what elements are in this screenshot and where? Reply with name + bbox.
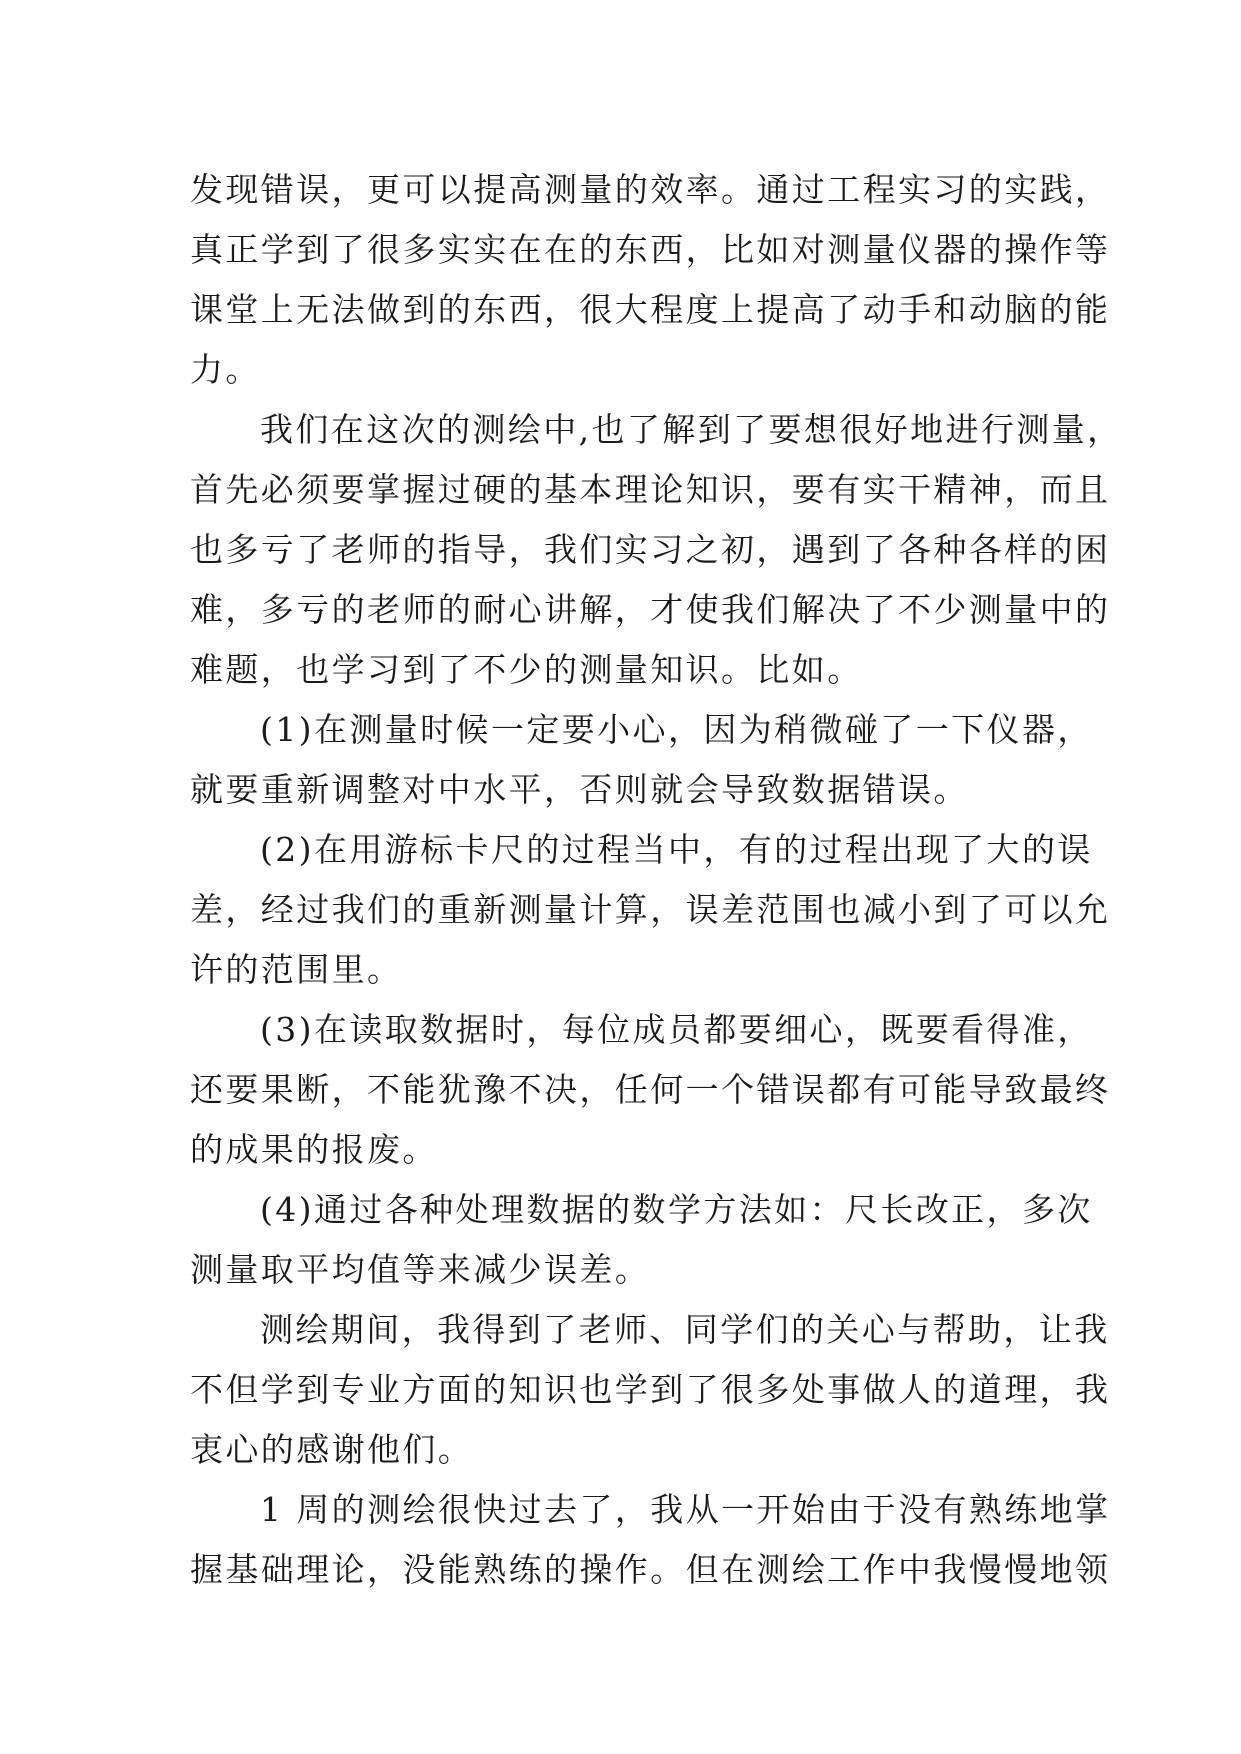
list-item-3-first-line: (3)在读取数据时，每位成员都要细心，既要看得准，: [260, 1010, 1093, 1049]
paragraph-first-line: 测绘期间，我得到了老师、同学们的关心与帮助，让我: [260, 1310, 1110, 1349]
text-line: 难，多亏的老师的耐心讲解，才使我们解决了不少测量中的: [190, 590, 1111, 629]
document-body: [190, 160, 1123, 1600]
text-line: 力。: [190, 350, 261, 389]
text-line: 发现错误，更可以提高测量的效率。通过工程实习的实践，: [190, 170, 1111, 209]
text-line: 真正学到了很多实实在在的东西，比如对测量仪器的操作等: [190, 230, 1111, 269]
text-line: 的成果的报废。: [190, 1130, 438, 1169]
text-line: 还要果断，不能犹豫不决，任何一个错误都有可能导致最终: [190, 1070, 1111, 1109]
paragraph-first-line: 1 周的测绘很快过去了，我从一开始由于没有熟练地掌: [260, 1490, 1111, 1529]
list-item-2-first-line: (2)在用游标卡尺的过程当中，有的过程出现了大的误: [260, 830, 1093, 869]
list-item-4-first-line: (4)通过各种处理数据的数学方法如：尺长改正，多次: [260, 1190, 1093, 1229]
paragraph-first-line: 我们在这次的测绘中,也了解到了要想很好地进行测量，: [260, 410, 1123, 449]
text-line: 不但学到专业方面的知识也学到了很多处事做人的道理，我: [190, 1370, 1111, 1409]
text-line: 也多亏了老师的指导，我们实习之初，遇到了各种各样的困: [190, 530, 1111, 569]
text-line: 测量取平均值等来减少误差。: [190, 1250, 651, 1289]
text-line: 衷心的感谢他们。: [190, 1430, 474, 1469]
text-line: 差，经过我们的重新测量计算，误差范围也减小到了可以允: [190, 890, 1111, 929]
text-line: 难题，也学习到了不少的测量知识。比如。: [190, 650, 863, 689]
text-line: 许的范围里。: [190, 950, 403, 989]
text-line: 课堂上无法做到的东西，很大程度上提高了动手和动脑的能: [190, 290, 1111, 329]
list-item-1-first-line: (1)在测量时候一定要小心，因为稍微碰了一下仪器，: [260, 710, 1093, 749]
text-line: 就要重新调整对中水平，否则就会导致数据错误。: [190, 770, 969, 809]
text-line: 首先必须要掌握过硬的基本理论知识，要有实干精神，而且: [190, 470, 1111, 509]
text-line: 握基础理论，没能熟练的操作。但在测绘工作中我慢慢地领: [190, 1550, 1111, 1589]
